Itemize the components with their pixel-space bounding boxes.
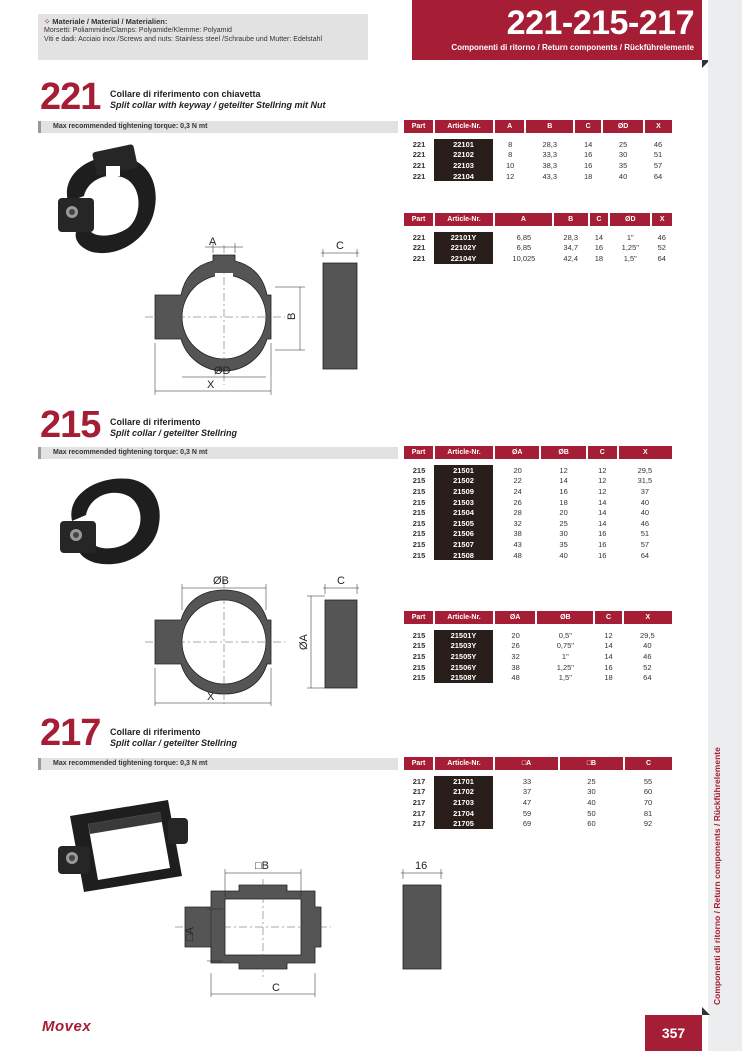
table-header-cell: ØB	[540, 446, 586, 459]
table-cell: 30	[587, 787, 596, 797]
table-cell: 215	[412, 550, 426, 560]
table-cell: 16	[598, 550, 607, 560]
table-cell: 25	[618, 139, 628, 149]
table-cell: 217	[412, 787, 426, 797]
table-cell: 21506Y	[434, 662, 494, 673]
table-cell: 35	[618, 160, 628, 170]
table-cell: 48	[511, 673, 520, 683]
table-row	[404, 808, 672, 819]
table-cell: 215	[412, 465, 426, 475]
collar-217-drawing	[175, 855, 465, 1005]
table-cell: 14	[604, 641, 613, 651]
table-cell: 217	[412, 819, 426, 829]
table-row	[404, 139, 672, 150]
table-header-cell: Article-Nr.	[434, 120, 494, 133]
table-cell: 21508Y	[434, 672, 494, 683]
table-cell: 60	[643, 787, 653, 797]
table-cell: 14	[594, 232, 604, 242]
table-cell: 12	[559, 465, 568, 475]
table-cell: 217	[412, 808, 426, 818]
table-cell: 32	[513, 518, 522, 528]
table-header-cell: C	[594, 611, 622, 624]
table-cell: 215	[412, 630, 426, 640]
table-header-cell: A	[494, 213, 553, 226]
table-cell: 21508	[434, 550, 494, 561]
table-cell: 46	[653, 139, 663, 149]
page-corner	[702, 1007, 710, 1015]
dim-b-label: B	[286, 312, 298, 320]
table-header-cell: Article-Nr.	[434, 611, 494, 624]
table-cell: 18	[604, 673, 613, 683]
table-cell: 40	[640, 497, 650, 507]
table-cell: 40	[640, 508, 650, 518]
table-header-cell: B	[553, 213, 589, 226]
table-cell: 22104	[434, 171, 494, 182]
table-row	[404, 630, 672, 641]
table-cell: 215	[412, 508, 426, 518]
table-cell: 215	[412, 673, 426, 683]
table-cell: 0,75"	[556, 641, 574, 651]
table-cell: 221	[412, 232, 426, 242]
table-row	[404, 507, 672, 518]
table-cell: 10	[505, 160, 515, 170]
table-cell: 21503Y	[434, 641, 494, 652]
dim-b-label: ØB	[213, 575, 229, 587]
table-cell: 217	[412, 797, 426, 807]
table-cell: 38,3	[542, 160, 558, 170]
table-cell: 21504	[434, 507, 494, 518]
table-header-cell: X	[651, 213, 672, 226]
table-cell: 35	[559, 539, 568, 549]
table-row	[404, 539, 672, 550]
table-cell: 221	[412, 253, 426, 263]
table-header-cell: X	[623, 611, 672, 624]
table-cell: 8	[508, 150, 513, 160]
table-cell: 221	[412, 139, 426, 149]
table-cell: 33	[522, 776, 532, 786]
table-cell: 51	[640, 529, 650, 539]
table-cell: 52	[643, 662, 652, 672]
table-cell: 21501Y	[434, 630, 494, 641]
table-cell: 215	[412, 486, 426, 496]
section-217-torque: Max recommended tightening torque: 0,3 N mt	[38, 758, 398, 770]
table-cell: 1,25"	[621, 243, 639, 253]
table-header-cell: X	[644, 120, 672, 133]
table-header-cell: ØA	[494, 611, 536, 624]
table-cell: 14	[598, 518, 607, 528]
collar-221-drawing	[145, 235, 375, 395]
dim-width-label: 16	[415, 860, 428, 872]
table-row	[404, 518, 672, 529]
table-header-cell: ØB	[536, 611, 594, 624]
table-cell: 64	[640, 550, 650, 560]
table-cell: 81	[643, 808, 653, 818]
materials-line-1: Morsetti: Poliammide/Clamps: Polyamide/Klemme: Polyamid	[44, 27, 232, 34]
dots-icon: ⁘	[44, 17, 51, 26]
dim-c-label: C	[337, 575, 345, 587]
table-221-imperial	[404, 213, 672, 264]
dim-d-label: ØD	[214, 365, 231, 377]
materials-title: ⁘ Materiale / Material / Materialien:	[44, 17, 168, 26]
dim-a-label: A	[209, 236, 217, 248]
table-cell: 21509	[434, 486, 494, 497]
table-cell: 21505	[434, 518, 494, 529]
table-cell: 21704	[434, 808, 494, 819]
table-cell: 12	[505, 171, 515, 181]
table-cell: 46	[640, 518, 650, 528]
table-cell: 6,85	[516, 243, 532, 253]
table-cell: 12	[598, 486, 607, 496]
table-cell: 1,25"	[556, 662, 574, 672]
table-cell: 25	[559, 518, 568, 528]
table-header-cell: ØD	[609, 213, 651, 226]
table-header-cell: C	[574, 120, 602, 133]
table-row	[404, 497, 672, 508]
table-cell: 43,3	[542, 171, 558, 181]
table-header-cell: □B	[559, 757, 624, 770]
section-221-number: 221	[40, 76, 101, 118]
table-cell: 38	[511, 662, 520, 672]
table-cell: 1,5"	[623, 253, 637, 263]
table-cell: 70	[643, 797, 653, 807]
table-cell: 21705	[434, 818, 494, 829]
dim-x-label: X	[207, 691, 215, 703]
table-row	[404, 776, 672, 787]
page-code: 221-215-217	[506, 4, 694, 42]
table-cell: 92	[643, 819, 653, 829]
table-header-cell: C	[587, 446, 618, 459]
table-cell: 38	[513, 529, 522, 539]
table-cell: 16	[598, 539, 607, 549]
table-cell: 40	[559, 550, 568, 560]
table-cell: 51	[653, 150, 663, 160]
section-221-torque: Max recommended tightening torque: 0,3 N mt	[38, 121, 398, 133]
table-cell: 22101	[434, 139, 494, 150]
table-cell: 37	[522, 787, 532, 797]
table-cell: 28,3	[563, 232, 579, 242]
table-header-cell: Part	[404, 446, 434, 459]
table-cell: 29,5	[637, 465, 653, 475]
table-header-cell: □A	[494, 757, 559, 770]
table-cell: 24	[513, 486, 522, 496]
table-cell: 215	[412, 662, 426, 672]
table-row	[404, 465, 672, 476]
table-cell: 16	[559, 486, 568, 496]
dim-x-label: X	[207, 379, 215, 391]
table-header-cell: ØD	[602, 120, 644, 133]
table-cell: 1"	[626, 232, 634, 242]
table-cell: 30	[618, 150, 628, 160]
table-row	[404, 797, 672, 808]
table-cell: 40	[643, 641, 652, 651]
table-cell: 34,7	[563, 243, 579, 253]
table-cell: 221	[412, 150, 426, 160]
table-cell: 26	[511, 641, 520, 651]
table-row	[404, 662, 672, 673]
table-cell: 18	[584, 171, 593, 181]
table-header-cell: X	[618, 446, 672, 459]
table-cell: 29,5	[640, 630, 655, 640]
table-cell: 22101Y	[434, 232, 494, 243]
table-cell: 16	[584, 160, 593, 170]
table-cell: 40	[618, 171, 628, 181]
movex-logo: Movex	[42, 1018, 92, 1035]
table-cell: 217	[412, 776, 426, 786]
table-cell: 48	[513, 550, 522, 560]
table-cell: 14	[584, 139, 593, 149]
table-cell: 21507	[434, 539, 494, 550]
table-row	[404, 651, 672, 662]
table-221-metric	[404, 120, 672, 181]
page-subtitle: Componenti di ritorno / Return components / Rückführelemente	[451, 43, 694, 52]
materials-box	[38, 14, 368, 60]
table-row	[404, 160, 672, 171]
table-cell: 52	[657, 243, 666, 253]
dim-a-label: □A	[184, 927, 196, 941]
table-cell: 8	[508, 139, 513, 149]
table-cell: 6,85	[516, 232, 532, 242]
table-header-cell: C	[589, 213, 609, 226]
section-215-number: 215	[40, 404, 101, 446]
table-cell: 22102Y	[434, 243, 494, 254]
table-cell: 32	[511, 651, 520, 661]
table-header-cell: Article-Nr.	[434, 757, 494, 770]
table-217	[404, 757, 672, 829]
table-cell: 221	[412, 243, 426, 253]
table-cell: 215	[412, 476, 426, 486]
table-row	[404, 476, 672, 487]
table-cell: 215	[412, 539, 426, 549]
table-cell: 21702	[434, 787, 494, 798]
table-cell: 28,3	[542, 139, 558, 149]
table-cell: 215	[412, 529, 426, 539]
table-row	[404, 232, 672, 243]
table-header-cell: Part	[404, 611, 434, 624]
table-header-cell: B	[525, 120, 574, 133]
table-cell: 21502	[434, 476, 494, 487]
table-cell: 14	[598, 497, 607, 507]
table-cell: 12	[598, 476, 607, 486]
dim-a-label: ØA	[298, 634, 310, 650]
table-cell: 46	[657, 232, 666, 242]
table-cell: 21503	[434, 497, 494, 508]
table-cell: 18	[594, 253, 604, 263]
table-cell: 215	[412, 497, 426, 507]
dim-c-label: C	[336, 240, 344, 252]
table-row	[404, 171, 672, 182]
table-cell: 21701	[434, 776, 494, 787]
table-cell: 26	[513, 497, 522, 507]
table-row	[404, 787, 672, 798]
table-cell: 46	[643, 651, 652, 661]
table-cell: 60	[587, 819, 596, 829]
table-row	[404, 486, 672, 497]
table-215-metric	[404, 446, 672, 560]
table-header-cell: Article-Nr.	[434, 446, 494, 459]
table-cell: 16	[584, 150, 593, 160]
table-cell: 22102	[434, 150, 494, 161]
table-cell: 21506	[434, 529, 494, 540]
table-cell: 16	[604, 662, 613, 672]
table-header-cell: C	[624, 757, 672, 770]
table-cell: 55	[643, 776, 653, 786]
table-cell: 28	[513, 508, 522, 518]
table-row	[404, 243, 672, 254]
table-header-cell: ØA	[494, 446, 540, 459]
table-cell: 14	[598, 508, 607, 518]
table-cell: 0,5"	[558, 630, 572, 640]
table-cell: 16	[594, 243, 604, 253]
table-cell: 1,5"	[558, 673, 572, 683]
table-cell: 215	[412, 651, 426, 661]
section-221-title: Collare di riferimento con chiavetta Split collar with keyway / geteilter Stellring mit Nut	[110, 89, 326, 110]
table-cell: 31,5	[637, 476, 653, 486]
table-header-cell: Part	[404, 120, 434, 133]
table-cell: 215	[412, 641, 426, 651]
table-cell: 57	[640, 539, 650, 549]
section-215-title: Collare di riferimento Split collar / geteilter Stellring	[110, 417, 238, 438]
table-cell: 64	[657, 253, 666, 263]
table-cell: 43	[513, 539, 522, 549]
table-cell: 42,4	[563, 253, 579, 263]
table-cell: 20	[559, 508, 568, 518]
table-row	[404, 253, 672, 264]
section-215-torque: Max recommended tightening torque: 0,3 N mt	[38, 447, 398, 459]
table-cell: 12	[604, 630, 613, 640]
table-header-cell: Article-Nr.	[434, 213, 494, 226]
table-cell: 221	[412, 171, 426, 181]
table-cell: 21703	[434, 797, 494, 808]
table-cell: 69	[522, 819, 532, 829]
page-number: 357	[645, 1015, 702, 1051]
materials-line-2: Viti e dadi: Acciaio inox /Screws and nuts: Stainless steel /Schraube und Mutter: Edelstahl	[44, 36, 323, 43]
table-cell: 10,025	[512, 253, 536, 263]
table-row	[404, 672, 672, 683]
table-cell: 1"	[561, 651, 569, 661]
table-row	[404, 818, 672, 829]
table-header-cell: Part	[404, 213, 434, 226]
table-cell: 14	[604, 651, 613, 661]
table-cell: 20	[511, 630, 520, 640]
collar-215-photo	[50, 465, 180, 575]
table-cell: 37	[640, 486, 650, 496]
table-header-cell: Part	[404, 757, 434, 770]
table-row	[404, 150, 672, 161]
table-cell: 21505Y	[434, 651, 494, 662]
table-header-cell: A	[494, 120, 525, 133]
table-cell: 215	[412, 518, 426, 528]
table-cell: 18	[559, 497, 568, 507]
dim-c-label: C	[272, 982, 280, 994]
table-row	[404, 641, 672, 652]
table-cell: 16	[598, 529, 607, 539]
table-215-imperial	[404, 611, 672, 683]
section-217-title: Collare di riferimento Split collar / geteilter Stellring	[110, 727, 238, 748]
table-cell: 221	[412, 160, 426, 170]
table-cell: 20	[513, 465, 522, 475]
collar-215-drawing	[145, 570, 375, 710]
table-cell: 59	[522, 808, 532, 818]
table-row	[404, 550, 672, 561]
table-cell: 33,3	[542, 150, 558, 160]
header-banner	[412, 0, 702, 60]
table-cell: 40	[587, 797, 596, 807]
section-217-number: 217	[40, 712, 101, 754]
table-cell: 57	[653, 160, 663, 170]
table-cell: 14	[559, 476, 568, 486]
table-cell: 22104Y	[434, 253, 494, 264]
side-label: Componenti di ritorno / Return components / Rückführelemente	[712, 747, 722, 1005]
dim-b-label: □B	[255, 860, 269, 872]
table-cell: 30	[559, 529, 568, 539]
table-row	[404, 529, 672, 540]
table-cell: 22103	[434, 160, 494, 171]
table-cell: 64	[653, 171, 663, 181]
table-cell: 12	[598, 465, 607, 475]
table-cell: 25	[587, 776, 596, 786]
table-cell: 47	[522, 797, 532, 807]
table-cell: 22	[513, 476, 522, 486]
table-cell: 50	[587, 808, 596, 818]
table-cell: 21501	[434, 465, 494, 476]
table-cell: 64	[643, 673, 652, 683]
